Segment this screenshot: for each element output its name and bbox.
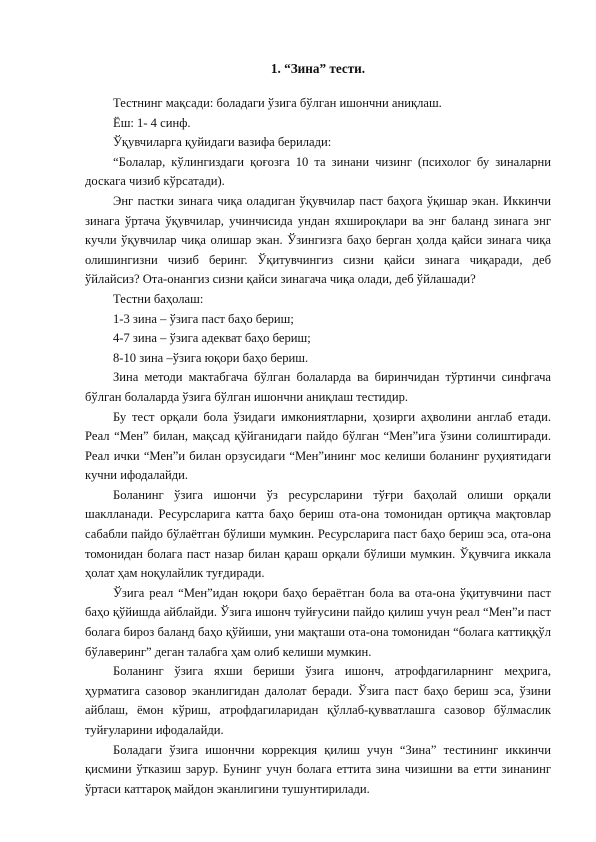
paragraph-instruction: “Болалар, кўлингиздаги қоғозга 10 та зинани чизинг (психолог бу зиналарни доскага чизиб кўрсатади). bbox=[85, 154, 551, 189]
scoring-item-low: 1-3 зина – ўзига паст баҳо бериш; bbox=[113, 311, 294, 326]
document-body bbox=[85, 94, 551, 799]
scoring-item-adequate: 4-7 зина – ўзига адекват баҳо бериш; bbox=[113, 331, 311, 346]
paragraph-explanation: Энг пастки зинага чиқа оладиган ўқувчилар паст баҳога ўқишар экан. Иккинчи зинага ўртача ўқувчилар, учинчисида ундан яхшироқлари ва энг баланд зинага энг кучли ўқувчилар чиқа олишар экан. Ўзингизга баҳо берган ҳолда қайси зинага чиқа олишингизни чизиб беринг. Ўқитувчингиз сизни қайси зинага чиқаради, деб ўйлайсиз? Ота-онангиз сизни қайси зинагача чиқа олади, деб ўйлашади? bbox=[85, 193, 551, 287]
paragraph-scoring-heading: Тестни баҳолаш: bbox=[113, 291, 204, 306]
paragraph-task-intro: Ўқувчиларга қуйидаги вазифа берилади: bbox=[113, 135, 332, 150]
paragraph-goal: Тестнинг мақсади: боладаги ўзига бўлган ишончни аниқлаш. bbox=[113, 96, 442, 110]
document-page bbox=[85, 60, 551, 799]
paragraph-self-image: Бу тест орқали бола ўзидаги имкониятларни, ҳозирги аҳволини англаб етади. Реал “Мен” билан, мақсад қўйганидаги пайдо бўлган “Мен”ига ўзини солиштиради. Реал ички “Мен”и билан орзусидаги “Мен”ининг мос келиши боланинг руҳиятидаги кучни ифодалайди. bbox=[85, 409, 551, 483]
scoring-item-high: 8-10 зина –ўзига юқори баҳо бериш. bbox=[113, 350, 309, 365]
paragraph-method: Зина методи мактабгача бўлган болаларда ва биринчидан тўртинчи синфгача бўлган болаларда ўзига бўлган ишончни аниқлаш тестидир. bbox=[85, 370, 551, 404]
document-title: 1. “Зина” тести. bbox=[270, 61, 366, 76]
paragraph-resources: Боланинг ўзига ишончи ўз ресурсларини тўғри баҳолай олиши орқали шаклланади. Ресурсларига катта баҳо бериш ота-она томонидан ортиқча мақтовлар сабабли пайдо бўлаётган бўлиши мумкин. Ресурсларига паст баҳо бериш эса, ота-она томонидан болага паст назар билан қараш орқали бўлиши мумкин. Ўқувчига иккала ҳолат ҳам ноқулайлик туғдиради. bbox=[85, 487, 551, 581]
paragraph-self-esteem: Боланинг ўзига яхши бериши ўзига ишонч, атрофдагиларнинг меҳрига, ҳурматига сазовор эканлигидан далолат беради. Ўзига паст баҳо бериш эса, ўзини айблаш, ёмон кўриш, атрофдагиларидан қўллаб-қувватлашга сазовор бўлмаслик туйғуларини ифодалайди. bbox=[85, 664, 551, 737]
paragraph-overestimation: Ўзига реал “Мен”идан юқори баҳо бераётган бола ва ота-она ўқитувчини паст баҳо қўйишда айблайди. Ўзига ишонч туйғусини пайдо қилиш учун реал “Мен”и паст болага бироз баланд баҳо қўйиши, уни мақташи ота-она томонидан “болага каттиққўл бўлаверинг” деган талабга ҳам олиб келиши мумкин. bbox=[85, 585, 551, 659]
paragraph-correction: Боладаги ўзига ишончни коррекция қилиш учун “Зина” тестининг иккинчи қисмини ўтказиш зарур. Бунинг учун болага еттита зина чизишни ва етти зинанинг ўртаси каттароқ майдон эканлигини тушунтирилади. bbox=[85, 742, 551, 796]
paragraph-age: Ёш: 1- 4 синф. bbox=[113, 115, 191, 130]
